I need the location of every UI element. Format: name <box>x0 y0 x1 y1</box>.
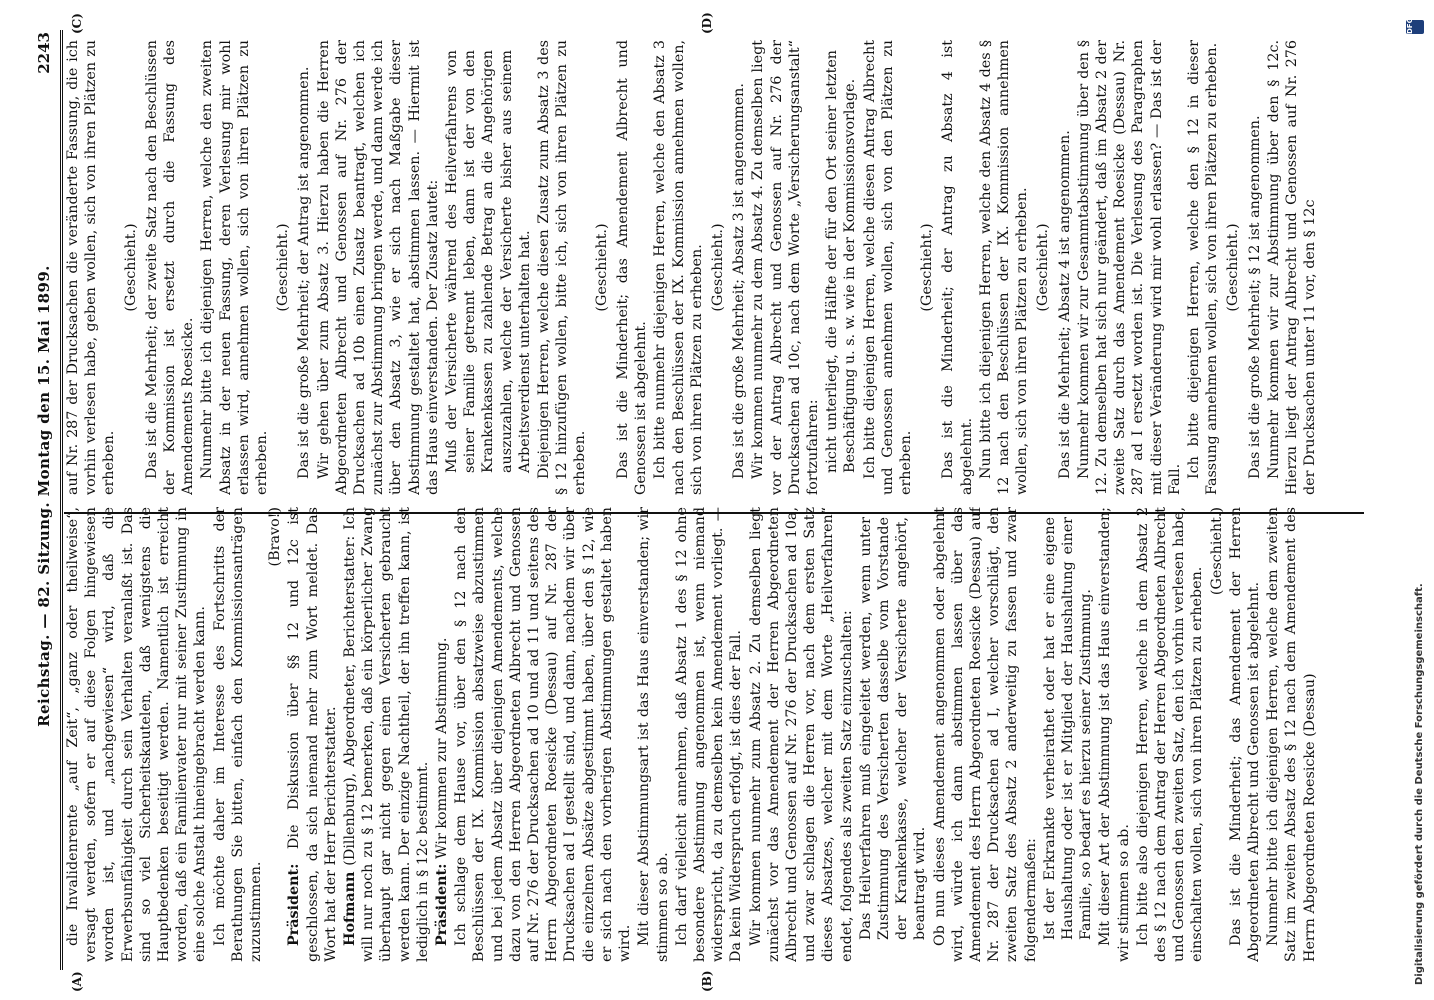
paragraph <box>341 507 432 962</box>
interjection: (Geschieht.) <box>593 223 610 312</box>
interjection: (Geschieht.) <box>1035 223 1052 312</box>
paragraph: Nunmehr kommen wir zur Gesammtabstimmung über den § 12. Zu demselben hat sich nur geändert, daß im Absatz 2 der zweite Satz durch das Amendement Roesicke (Dessau) Nr. 287 ad I ersetzt worden ist. Die Verlesung des Paragraphen mit dieser Veränderung wird mir wohl erlassen? — Das ist der Fall. <box>1075 40 1183 495</box>
paragraph: Ich bitte nunmehr diejenigen Herren, welche den Absatz 3 nach den Beschlüssen der IX. Kommission annehmen wollen, sich von ihren Plätzen zu erheben. <box>652 40 705 495</box>
paragraph: Das ist die Minderheit; der Antrag zu Absatz 4 ist abgelehnt. <box>940 40 975 495</box>
margin-marker-a: (A) <box>70 971 84 992</box>
paragraph: auf Nr. 287 der Drucksachen die veränderte Fassung, die ich vorhin verlesen habe, geben wollen, sich von ihren Plätzen zu erheben. <box>65 40 118 495</box>
interjection: (Geschieht.) <box>275 223 292 312</box>
paragraph: Nunmehr bitte ich diejenigen Herren, welche dem zweiten Satz im zweiten Absatz des § 12 nach dem Amendement des Herrn Abgeordneten Roesicke (Dessau) <box>1265 507 1318 962</box>
paragraph: Das ist die Minderheit; das Amendement der Herren Abgeordneten Albrecht und Genossen ist abgelehnt. <box>1227 507 1262 962</box>
paragraph: Mit dieser Art der Abstimmung ist das Haus einverstanden; wir stimmen so ab. <box>1097 507 1132 962</box>
paragraph: Wir kommen nunmehr zum Absatz 2. Zu demselben liegt zunächst vor das Amendement der Herren Abgeordneten Albrecht und Genossen auf Nr. 276 der Drucksachen ad 10a, und zwar schlagen die Herren vor, nach dem ersten Satz dieses Absatzes, welcher mit dem Worte „Heilverfahren“ endet, folgendes als zweiten Satz einzuschalten: <box>747 507 855 962</box>
paragraph: Nun bitte ich diejenigen Herren, welche den Absatz 4 des § 12 nach den Beschlüssen der IX. Kommission annehmen wollen, sich von ihren Plätzen zu erheben. <box>977 40 1031 495</box>
paragraph: Ich möchte daher im Interesse des Fortschritts der Berathungen Sie bitten, einfach den Kommissionsanträgen zuzustimmen. <box>211 507 265 962</box>
paragraph: Das ist die Minderheit; das Amendement Albrecht und Genossen ist abgelehnt. <box>614 40 650 495</box>
paragraph: Ich bitte diejenigen Herren, welche diesen Antrag Albrecht und Genossen annehmen wollen, sich von den Plätzen zu erheben. <box>861 40 914 495</box>
speaker-label: Hofmann <box>342 871 359 946</box>
left-column <box>64 507 1394 962</box>
paragraph: Ich darf vielleicht annehmen, daß Absatz 1 des § 12 ohne besondere Abstimmung angenommen ist, wenn niemand widerspricht, da zu demselben kein Amendement vorliegt. — Da kein Widerspruch erfolgt, ist dies der Fall. <box>673 507 745 962</box>
paragraph: Das ist die Mehrheit; der zweite Satz nach den Beschlüssen der Kommission ist ersetzt durch die Fassung des Amendements Roesicke. <box>143 40 197 495</box>
funding-credit: Digitalisierung gefördert durch die Deutsche Forschungsgemeinschaft. <box>1414 583 1425 985</box>
quoted-amendment: nicht unterliegt, die Hälfte der für den Ort seiner letzten Beschäftigung u. s. w. wie in der Kommissionsvorlage. <box>824 50 859 473</box>
paragraph: Das ist die große Mehrheit; Absatz 3 ist angenommen. <box>731 83 748 479</box>
quoted-amendment: Ist der Erkrankte verheirathet oder hat er eine eigene Haushaltung oder ist er Mitglied der Haushaltung einer Familie, so bedarf es hierzu seiner Zustimmung. <box>1041 517 1095 940</box>
interjection: (Bravo!) <box>267 507 284 567</box>
paragraph: Das ist die große Mehrheit; der Antrag ist angenommen. <box>296 66 313 479</box>
quoted-amendment: Muß der Versicherte während des Heilverfahrens von seiner Familie getrennt leben, dann ist der von den Krankenkassen zu zahlende Betrag an die Angehörigen auszuzahlen, welche der Versicherte bisher aus seinem Arbeitsverdienst unterhalten hat. <box>444 50 533 473</box>
paragraph: Ich bitte also diejenigen Herren, welche in dem Absatz 2 des § 12 nach dem Antrag der Herren Abgeordneten Albrecht und Genossen den zweiten Satz, den ich vorhin verlesen habe, einschalten wollen, sich von ihren Plätzen zu erheben. <box>1134 507 1206 962</box>
speech-text: Die Diskussion über §§ 12 und 12c ist geschlossen, da sich niemand mehr zum Wort meldet. Das Wort hat der Herr Berichterstatter. <box>286 507 339 962</box>
paragraph: Ob nun dieses Amendement angenommen oder abgelehnt wird, würde ich dann abstimmen lassen über das Amendement des Herrn Abgeordneten Roesicke (Dessau) auf Nr. 287 der Drucksachen ad I, welcher vorschlägt, den zweiten Satz des Absatz 2 anderweitig zu fassen und zwar folgendermaßen: <box>931 507 1039 962</box>
speech-text: (Dillenburg), Abgeordneter, Berichterstatter: Ich will nur noch zu § 12 bemerken, daß ein körperlicher Zwang überhaupt gar nicht gegen einen Versicherten gebraucht werden kann. Der einzige Nachtheil, der ihn treffen kann, ist lediglich in § 12c bestimmt. <box>342 507 431 962</box>
paragraph: die Invalidenrente „auf Zeit“, „ganz oder theilweise“, versagt werden, sofern er auf diese Folgen hingewiesen worden ist, und „nachgewiesen“ wird, daß die Erwerbsunfähigkeit durch sein Verhalten veranlaßt ist. Das sind so viel Sicherheitskautelen, daß wenigstens die Hauptbedenken beseitigt werden. Namentlich ist erreicht worden, daß ein Familienvater nur mit seiner Zustimmung in eine solche Anstalt hineingebracht werden kann. <box>65 507 209 962</box>
digitization-footer <box>1400 0 1430 1000</box>
speaker-label: Präsident: <box>434 863 451 946</box>
paragraph <box>433 507 451 962</box>
paragraph: Diejenigen Herren, welche diesen Zusatz zum Absatz 3 des § 12 hinzufügen wollen, bitte ich, sich von ihren Plätzen zu erheben. <box>536 40 589 495</box>
paragraph: Ich schlage dem Hause vor, über den § 12 nach den Beschlüssen der IX. Kommission absatzweise abzustimmen und bei jedem Absatz über diejenigen Amendements, welche dazu von den Herren Abgeordneten Albrecht und Genossen auf Nr. 276 der Drucksachen ad 10 und ad 11 und seitens des Herrn Abgeordneten Roesicke (Dessau) auf Nr. 287 der Drucksachen ad I gestellt sind, und dann, nachdem wir über die einzelnen Absätze abgestimmt haben, über den § 12, wie er sich nach den vorherigen Abstimmungen gestaltet haben wird. <box>453 507 634 962</box>
interjection: (Geschieht.) <box>122 223 139 312</box>
interjection: (Geschieht.) <box>1208 507 1225 596</box>
column-divider <box>64 512 1364 514</box>
paragraph: Nunmehr bitte ich diejenigen Herren, welche den zweiten Absatz in der neuen Fassung, deren Verlesung mir wohl erlassen wird, annehmen wollen, sich von ihren Plätzen zu erheben. <box>199 40 271 495</box>
page-header <box>20 22 60 970</box>
paragraph: Wir kommen nunmehr zu dem Absatz 4. Zu demselben liegt vor der Antrag Albrecht und Genossen auf Nr. 276 der Drucksachen ad 10c, nach dem Worte „Versicherungsanstalt“ fortzufahren: <box>750 40 821 495</box>
paragraph <box>285 507 340 962</box>
paragraph: Nunmehr kommen wir zur Abstimmung über den § 12c. Hierzu liegt der Antrag Albrecht und Genossen auf Nr. 276 der Drucksachen unter 11 vor, den § 12c <box>1265 40 1319 495</box>
interjection: (Geschieht.) <box>919 223 936 312</box>
speaker-label: Präsident: <box>286 863 303 946</box>
interjection: (Geschieht.) <box>1225 223 1242 312</box>
interjection: (Geschieht.) <box>709 223 726 312</box>
paragraph: Ich bitte diejenigen Herren, welche den § 12 in dieser Fassung annehmen wollen, sich von ihren Plätzen zu erheben. <box>1185 40 1221 495</box>
header-rule <box>60 30 63 970</box>
paragraph: Das ist die große Mehrheit; § 12 ist angenommen. <box>1246 115 1263 479</box>
speech-text: Wir kommen zur Abstimmung. <box>434 637 451 864</box>
paragraph: Mit dieser Abstimmungsart ist das Haus einverstanden; wir stimmen so ab. <box>636 507 671 962</box>
page-number: 2243 <box>35 32 53 74</box>
right-column <box>64 40 1394 495</box>
running-title: Reichstag. — 82. Sitzung. Montag den 15. Mai 1899. <box>35 265 53 727</box>
margin-marker-d: (D) <box>700 12 714 34</box>
margin-marker-c: (C) <box>70 13 84 34</box>
quoted-amendment: Das Heilverfahren muß eingeleitet werden, wenn unter Zustimmung des Versicherten dasselbe vom Vorstande der Krankenkasse, welcher der Versicherte angehört, beantragt wird. <box>857 517 929 940</box>
paragraph: Wir gehen über zum Absatz 3. Hierzu haben die Herren Abgeordneten Albrecht und Genossen auf Nr. 276 der Drucksachen ad 10b einen Zusatz beantragt, welchen ich zunächst zur Abstimmung bringen werde, und dann werde ich über den Absatz 3, wie er sich nach Maßgabe dieser Abstimmung gestaltet hat, abstimmen lassen. — Hiermit ist das Haus einverstanden. Der Zusatz lautet: <box>315 40 441 495</box>
paragraph: Das ist die Mehrheit; Absatz 4 ist angenommen. <box>1056 130 1073 479</box>
margin-marker-b: (B) <box>700 970 714 992</box>
dfg-logo-icon: DFG <box>1406 20 1424 34</box>
